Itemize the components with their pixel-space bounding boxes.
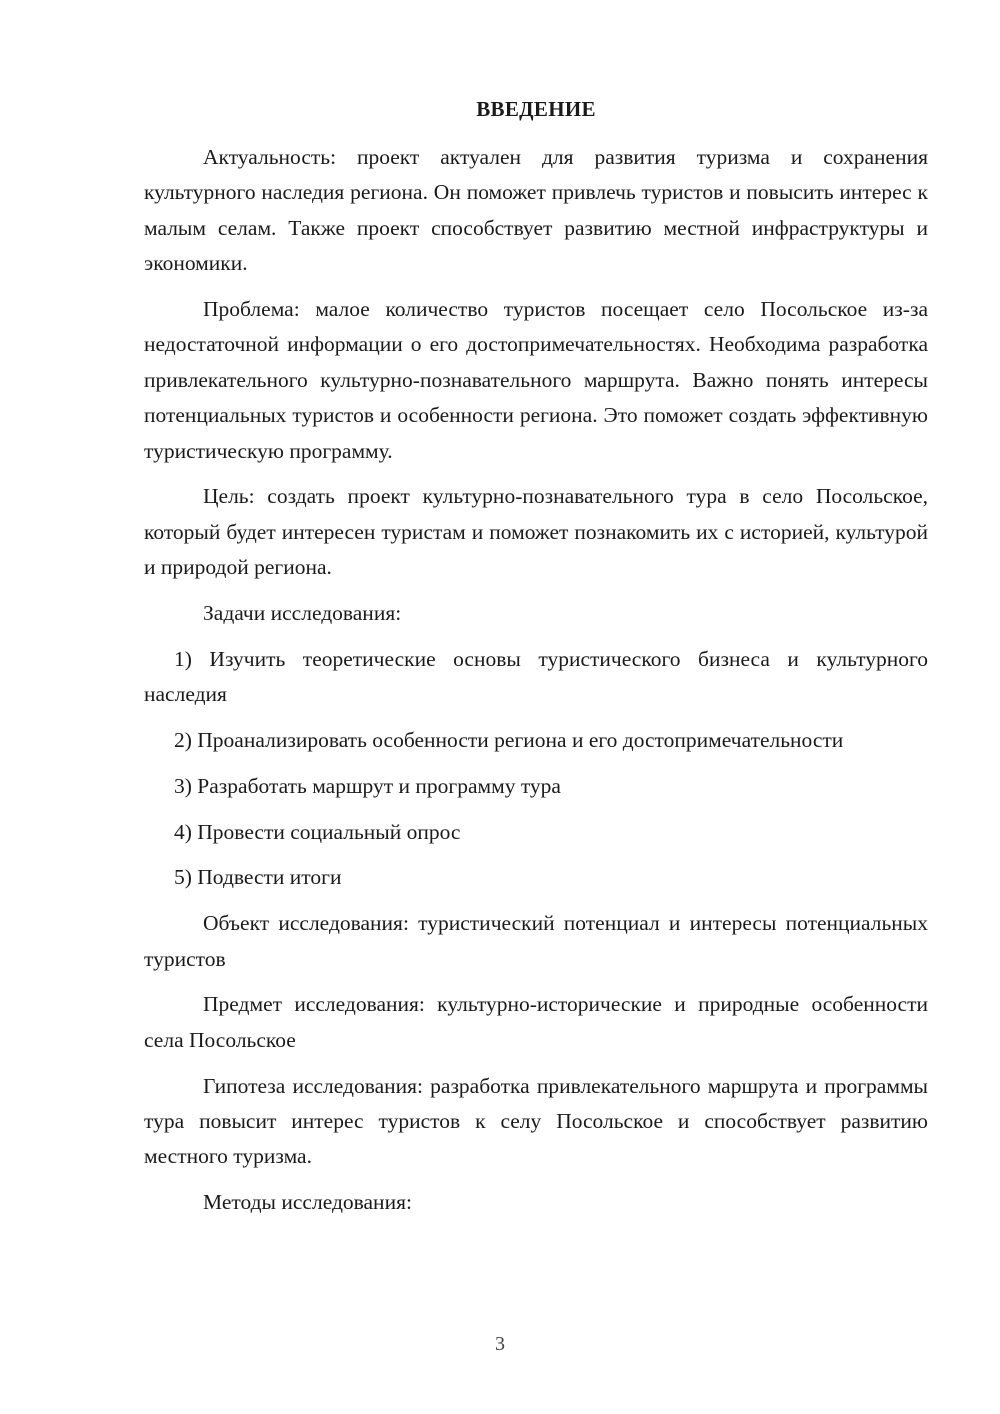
paragraph-methods-heading: Методы исследования: bbox=[203, 1190, 412, 1215]
paragraph-subject: Предмет исследования: культурно-исторические и природные особенности села Посольское bbox=[144, 992, 928, 1052]
paragraph-hypothesis: Гипотеза исследования: разработка привлекательного маршрута и программы тура повысит интерес туристов к селу Посольское и способствует развитию местного туризма. bbox=[144, 1073, 928, 1169]
paragraph-relevance: Актуальность: проект актуален для развития туризма и сохранения культурного наследия региона. Он поможет привлечь туристов и повысить интерес к малым селам. Также проект способствует развитию местной инфраструктуры и экономики. bbox=[144, 145, 928, 276]
task-list-item: 4) Провести социальный опрос bbox=[174, 819, 461, 844]
paragraph-problem: Проблема: малое количество туристов посещает село Посольское из-за недостаточной информации о его достопримечательностях. Необходима разработка привлекательного культурно-познавательного маршрута. Важно понять интересы потенциальных туристов и особенности региона. Это поможет создать эффективную туристическую программу. bbox=[144, 297, 928, 463]
task-list-item: 1) Изучить теоретические основы туристического бизнеса и культурного наследия bbox=[144, 646, 928, 707]
paragraph-goal: Цель: создать проект культурно-познавательного тура в село Посольское, который будет интересен туристам и поможет познакомить их с историей, культурой и природой региона. bbox=[144, 484, 928, 580]
section-title: ВВЕДЕНИЕ bbox=[476, 97, 596, 121]
task-list-item: 2) Проанализировать особенности региона и его достопримечательности bbox=[174, 728, 844, 753]
paragraph-tasks-heading: Задачи исследования: bbox=[203, 601, 402, 626]
page-number: 3 bbox=[495, 1333, 505, 1355]
paragraph-object: Объект исследования: туристический потенциал и интересы потенциальных туристов bbox=[144, 911, 928, 971]
body-text bbox=[144, 140, 928, 1221]
task-list-item: 3) Разработать маршрут и программу тура bbox=[174, 773, 561, 798]
task-list-item: 5) Подвести итоги bbox=[174, 865, 342, 890]
